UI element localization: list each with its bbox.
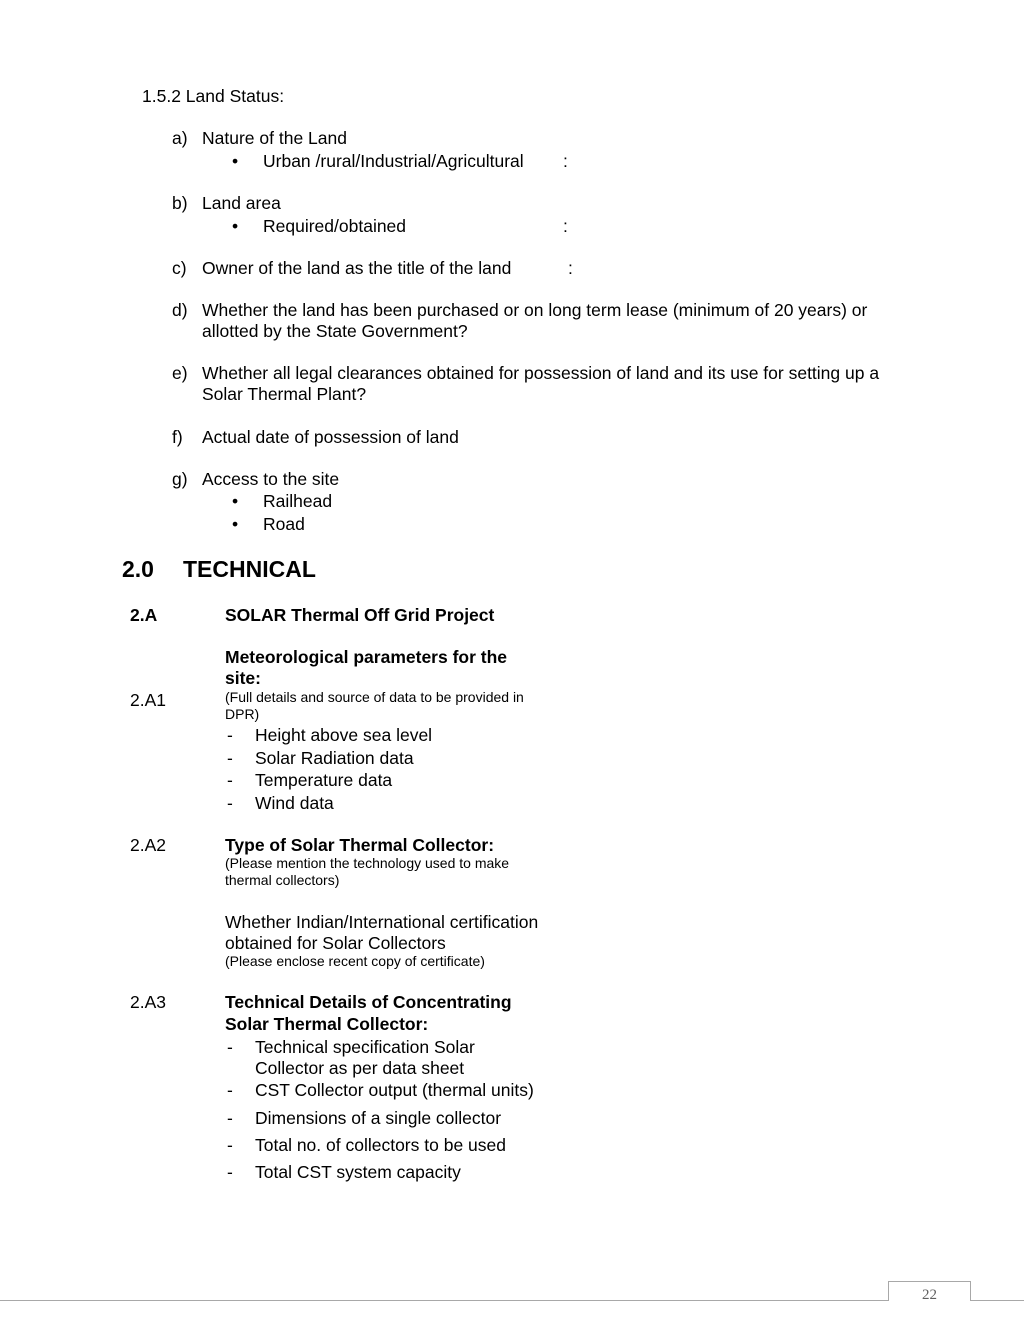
a2-note-line2: thermal collectors) xyxy=(225,872,340,888)
a3-number: 2.A3 xyxy=(130,992,166,1012)
item-text-purchase-lease-line1: Whether the land has been purchased or on long term lease (minimum of 20 years) or xyxy=(202,300,868,320)
dash-marker: - xyxy=(227,725,233,745)
colon: : xyxy=(563,151,568,171)
item-text-legal-clearances-line1: Whether all legal clearances obtained for possession of land and its use for setting up a xyxy=(202,363,880,383)
a1-title-line1: Meteorological parameters for the xyxy=(225,647,508,667)
a2-note-line1: (Please mention the technology used to make xyxy=(225,855,510,871)
a3-item-tech-spec-line2: Collector as per data sheet xyxy=(255,1058,465,1078)
item-marker-a: a) xyxy=(172,128,188,148)
bullet-icon: • xyxy=(232,491,239,511)
item-marker-e: e) xyxy=(172,363,188,383)
a3-item-output: CST Collector output (thermal units) xyxy=(255,1080,534,1100)
bullet-icon: • xyxy=(232,151,239,171)
a1-note-line2: DPR) xyxy=(225,706,260,722)
a1-item-temperature: Temperature data xyxy=(255,770,393,790)
a1-title-line2: site: xyxy=(225,668,261,688)
a3-title-line2: Solar Thermal Collector: xyxy=(225,1014,429,1034)
item-marker-g: g) xyxy=(172,469,188,489)
dash-marker: - xyxy=(227,1080,233,1100)
footer-divider xyxy=(0,1300,1024,1301)
subsection-title-2a: SOLAR Thermal Off Grid Project xyxy=(225,605,495,625)
dash-marker: - xyxy=(227,1108,233,1128)
item-label-land-area: Land area xyxy=(202,193,281,213)
a2-title: Type of Solar Thermal Collector: xyxy=(225,835,495,855)
sub-item-land-type: Urban /rural/Industrial/Agricultural xyxy=(263,151,524,171)
dash-marker: - xyxy=(227,770,233,790)
item-marker-d: d) xyxy=(172,300,188,320)
a2-certification-line1: Whether Indian/International certification xyxy=(225,912,539,932)
dash-marker: - xyxy=(227,1037,233,1057)
colon: : xyxy=(568,258,573,278)
item-label-nature-of-land: Nature of the Land xyxy=(202,128,347,148)
a3-item-dimensions: Dimensions of a single collector xyxy=(255,1108,502,1128)
a2-number: 2.A2 xyxy=(130,835,166,855)
a2-certification-line2: obtained for Solar Collectors xyxy=(225,933,446,953)
a1-item-solar-radiation: Solar Radiation data xyxy=(255,748,414,768)
a3-item-total-collectors: Total no. of collectors to be used xyxy=(255,1135,506,1155)
dash-marker: - xyxy=(227,748,233,768)
a1-note-line1: (Full details and source of data to be provided in xyxy=(225,689,524,705)
a1-item-wind: Wind data xyxy=(255,793,334,813)
colon: : xyxy=(563,216,568,236)
item-label-possession-date: Actual date of possession of land xyxy=(202,427,459,447)
bullet-icon: • xyxy=(232,216,239,236)
a3-title-line1: Technical Details of Concentrating xyxy=(225,992,512,1012)
sub-item-road: Road xyxy=(263,514,305,534)
a1-item-height: Height above sea level xyxy=(255,725,433,745)
section-number-technical: 2.0 xyxy=(122,556,154,582)
item-marker-b: b) xyxy=(172,193,188,213)
sub-item-required-obtained: Required/obtained xyxy=(263,216,407,236)
item-marker-f: f) xyxy=(172,427,183,447)
item-text-legal-clearances-line2: Solar Thermal Plant? xyxy=(202,384,367,404)
page-number: 22 xyxy=(888,1281,971,1301)
dash-marker: - xyxy=(227,1162,233,1182)
a2-certification-note: (Please enclose recent copy of certificate) xyxy=(225,953,485,969)
a3-item-tech-spec-line1: Technical specification Solar xyxy=(255,1037,475,1057)
bullet-icon: • xyxy=(232,514,239,534)
a1-number: 2.A1 xyxy=(130,690,166,710)
dash-marker: - xyxy=(227,793,233,813)
section-title-technical: TECHNICAL xyxy=(183,556,316,582)
subsection-number-2a: 2.A xyxy=(130,605,158,625)
dash-marker: - xyxy=(227,1135,233,1155)
item-label-site-access: Access to the site xyxy=(202,469,340,489)
sub-item-railhead: Railhead xyxy=(263,491,333,511)
item-text-purchase-lease-line2: allotted by the State Government? xyxy=(202,321,468,341)
section-heading-land-status: 1.5.2 Land Status: xyxy=(142,86,285,106)
a3-item-system-capacity: Total CST system capacity xyxy=(255,1162,461,1182)
item-marker-c: c) xyxy=(172,258,187,278)
item-label-owner: Owner of the land as the title of the land xyxy=(202,258,512,278)
